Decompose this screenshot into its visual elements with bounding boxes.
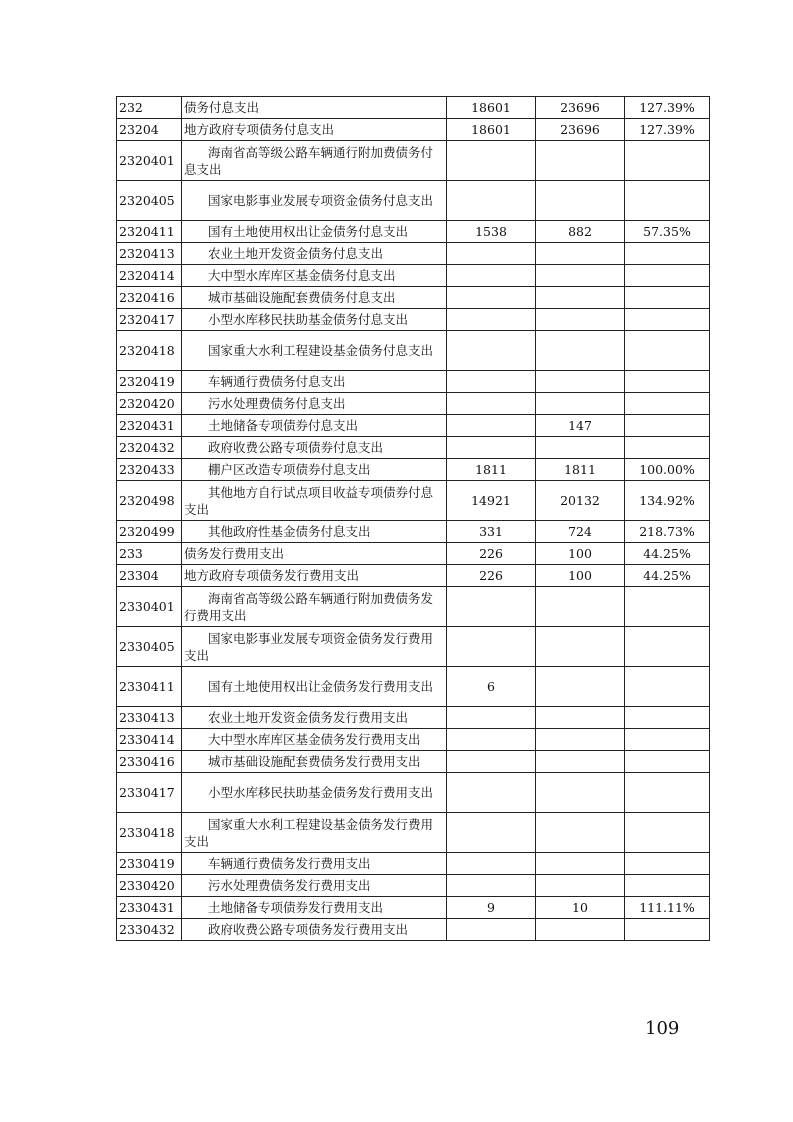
row-percent	[625, 667, 710, 707]
row-value-1	[447, 627, 536, 667]
row-code: 2320417	[117, 309, 182, 331]
row-percent	[625, 331, 710, 371]
row-value-1: 1811	[447, 459, 536, 481]
table-row	[117, 371, 710, 393]
row-percent: 100.00%	[625, 459, 710, 481]
row-value-2	[536, 707, 625, 729]
row-name: 债务发行费用支出	[182, 543, 447, 565]
row-code: 2330416	[117, 751, 182, 773]
row-percent	[625, 309, 710, 331]
table-row	[117, 729, 710, 751]
row-value-2	[536, 265, 625, 287]
row-value-1	[447, 309, 536, 331]
row-percent	[625, 243, 710, 265]
row-value-2: 100	[536, 543, 625, 565]
row-name: 国家重大水利工程建设基金债务发行费用支出	[182, 813, 447, 853]
row-name: 农业土地开发资金债务发行费用支出	[182, 707, 447, 729]
row-code: 2320418	[117, 331, 182, 371]
table-row	[117, 667, 710, 707]
row-value-1	[447, 393, 536, 415]
row-value-2: 147	[536, 415, 625, 437]
row-code: 233	[117, 543, 182, 565]
row-value-1	[447, 587, 536, 627]
row-percent	[625, 437, 710, 459]
row-value-2: 724	[536, 521, 625, 543]
row-name: 棚户区改造专项债券付息支出	[182, 459, 447, 481]
row-value-2	[536, 181, 625, 221]
row-name: 大中型水库库区基金债务发行费用支出	[182, 729, 447, 751]
row-value-1: 1538	[447, 221, 536, 243]
row-code: 2330431	[117, 897, 182, 919]
table-row	[117, 221, 710, 243]
table-row	[117, 897, 710, 919]
row-name: 国家电影事业发展专项资金债务发行费用支出	[182, 627, 447, 667]
table-row	[117, 773, 710, 813]
row-value-1	[447, 243, 536, 265]
row-percent	[625, 707, 710, 729]
row-code: 2330419	[117, 853, 182, 875]
row-value-2	[536, 751, 625, 773]
table-row	[117, 119, 710, 141]
table-row	[117, 97, 710, 119]
row-value-1	[447, 181, 536, 221]
row-value-2: 23696	[536, 119, 625, 141]
row-percent: 127.39%	[625, 119, 710, 141]
row-value-1: 226	[447, 543, 536, 565]
row-name: 地方政府专项债务付息支出	[182, 119, 447, 141]
table-row	[117, 415, 710, 437]
row-value-2	[536, 919, 625, 941]
row-code: 2330417	[117, 773, 182, 813]
row-value-1	[447, 371, 536, 393]
row-name: 农业土地开发资金债务付息支出	[182, 243, 447, 265]
row-percent	[625, 919, 710, 941]
row-value-1	[447, 919, 536, 941]
row-value-2	[536, 331, 625, 371]
row-value-2	[536, 437, 625, 459]
row-name: 政府收费公路专项债务发行费用支出	[182, 919, 447, 941]
row-name: 其他地方自行试点项目收益专项债券付息支出	[182, 481, 447, 521]
row-name: 土地储备专项债券发行费用支出	[182, 897, 447, 919]
row-percent	[625, 853, 710, 875]
table-row	[117, 587, 710, 627]
row-percent	[625, 587, 710, 627]
row-value-2	[536, 393, 625, 415]
row-value-2	[536, 853, 625, 875]
table-row	[117, 875, 710, 897]
row-percent	[625, 729, 710, 751]
row-percent	[625, 287, 710, 309]
row-name: 地方政府专项债务发行费用支出	[182, 565, 447, 587]
row-value-2	[536, 287, 625, 309]
row-name: 海南省高等级公路车辆通行附加费债务发行费用支出	[182, 587, 447, 627]
row-name: 城市基础设施配套费债务发行费用支出	[182, 751, 447, 773]
row-value-1	[447, 773, 536, 813]
row-percent: 44.25%	[625, 565, 710, 587]
row-code: 2330414	[117, 729, 182, 751]
row-value-1	[447, 729, 536, 751]
row-code: 2320431	[117, 415, 182, 437]
row-value-1	[447, 415, 536, 437]
row-percent: 127.39%	[625, 97, 710, 119]
row-value-2: 100	[536, 565, 625, 587]
row-percent	[625, 181, 710, 221]
row-code: 2320401	[117, 141, 182, 181]
row-code: 2320416	[117, 287, 182, 309]
row-value-1	[447, 751, 536, 773]
row-value-1	[447, 813, 536, 853]
table-row	[117, 481, 710, 521]
row-name: 车辆通行费债务发行费用支出	[182, 853, 447, 875]
table-row	[117, 141, 710, 181]
row-percent	[625, 773, 710, 813]
page-number: 109	[645, 1018, 680, 1039]
row-percent: 57.35%	[625, 221, 710, 243]
table-row	[117, 751, 710, 773]
row-code: 2320419	[117, 371, 182, 393]
row-value-1: 14921	[447, 481, 536, 521]
row-value-2: 1811	[536, 459, 625, 481]
table-row	[117, 565, 710, 587]
table-body	[117, 97, 710, 941]
row-code: 2320405	[117, 181, 182, 221]
row-value-1	[447, 141, 536, 181]
row-code: 232	[117, 97, 182, 119]
table-row	[117, 287, 710, 309]
table-row	[117, 331, 710, 371]
row-name: 城市基础设施配套费债务付息支出	[182, 287, 447, 309]
row-value-2: 23696	[536, 97, 625, 119]
row-code: 2320433	[117, 459, 182, 481]
row-name: 大中型水库库区基金债务付息支出	[182, 265, 447, 287]
row-value-1: 6	[447, 667, 536, 707]
row-name: 污水处理费债务发行费用支出	[182, 875, 447, 897]
table-row	[117, 181, 710, 221]
table-row	[117, 309, 710, 331]
row-percent: 44.25%	[625, 543, 710, 565]
row-value-1	[447, 875, 536, 897]
row-code: 2330413	[117, 707, 182, 729]
row-percent	[625, 371, 710, 393]
row-value-2	[536, 875, 625, 897]
row-value-1: 18601	[447, 119, 536, 141]
row-value-1	[447, 707, 536, 729]
table-row	[117, 265, 710, 287]
row-name: 土地储备专项债券付息支出	[182, 415, 447, 437]
row-percent	[625, 393, 710, 415]
row-value-1: 9	[447, 897, 536, 919]
row-percent	[625, 141, 710, 181]
table-row	[117, 521, 710, 543]
row-value-1	[447, 853, 536, 875]
row-code: 2330405	[117, 627, 182, 667]
row-value-2: 882	[536, 221, 625, 243]
row-value-2	[536, 587, 625, 627]
row-name: 小型水库移民扶助基金债务发行费用支出	[182, 773, 447, 813]
row-name: 国家重大水利工程建设基金债务付息支出	[182, 331, 447, 371]
row-code: 23304	[117, 565, 182, 587]
row-code: 2330432	[117, 919, 182, 941]
row-code: 2330411	[117, 667, 182, 707]
row-name: 债务付息支出	[182, 97, 447, 119]
table-row	[117, 437, 710, 459]
row-percent	[625, 415, 710, 437]
table-row	[117, 919, 710, 941]
row-code: 2320498	[117, 481, 182, 521]
row-value-1	[447, 287, 536, 309]
row-code: 2320420	[117, 393, 182, 415]
row-percent	[625, 627, 710, 667]
table-row	[117, 243, 710, 265]
row-value-1: 226	[447, 565, 536, 587]
row-value-1: 331	[447, 521, 536, 543]
row-code: 2330418	[117, 813, 182, 853]
row-code: 2320413	[117, 243, 182, 265]
row-name: 国家电影事业发展专项资金债务付息支出	[182, 181, 447, 221]
row-name: 国有土地使用权出让金债务发行费用支出	[182, 667, 447, 707]
row-name: 其他政府性基金债务付息支出	[182, 521, 447, 543]
table-row	[117, 853, 710, 875]
row-name: 小型水库移民扶助基金债务付息支出	[182, 309, 447, 331]
row-percent: 134.92%	[625, 481, 710, 521]
row-percent	[625, 751, 710, 773]
row-value-2	[536, 141, 625, 181]
row-code: 2320499	[117, 521, 182, 543]
table-row	[117, 707, 710, 729]
row-value-2	[536, 371, 625, 393]
row-name: 车辆通行费债务付息支出	[182, 371, 447, 393]
row-value-2	[536, 627, 625, 667]
row-code: 2320432	[117, 437, 182, 459]
row-value-2	[536, 309, 625, 331]
row-code: 23204	[117, 119, 182, 141]
row-value-1	[447, 265, 536, 287]
table-row	[117, 459, 710, 481]
row-name: 政府收费公路专项债券付息支出	[182, 437, 447, 459]
row-percent	[625, 875, 710, 897]
table-row	[117, 393, 710, 415]
row-code: 2320411	[117, 221, 182, 243]
row-value-2	[536, 667, 625, 707]
row-percent	[625, 265, 710, 287]
table-row	[117, 627, 710, 667]
row-code: 2320414	[117, 265, 182, 287]
table-row	[117, 543, 710, 565]
row-name: 污水处理费债务付息支出	[182, 393, 447, 415]
row-value-2: 20132	[536, 481, 625, 521]
row-value-1: 18601	[447, 97, 536, 119]
row-value-2	[536, 773, 625, 813]
table-row	[117, 813, 710, 853]
row-name: 国有土地使用权出让金债务付息支出	[182, 221, 447, 243]
row-code: 2330420	[117, 875, 182, 897]
row-percent	[625, 813, 710, 853]
row-name: 海南省高等级公路车辆通行附加费债务付息支出	[182, 141, 447, 181]
row-value-1	[447, 331, 536, 371]
row-percent: 218.73%	[625, 521, 710, 543]
row-value-2: 10	[536, 897, 625, 919]
row-value-2	[536, 813, 625, 853]
row-value-2	[536, 243, 625, 265]
row-value-2	[536, 729, 625, 751]
row-percent: 111.11%	[625, 897, 710, 919]
row-value-1	[447, 437, 536, 459]
expenditure-table	[116, 96, 710, 941]
row-code: 2330401	[117, 587, 182, 627]
